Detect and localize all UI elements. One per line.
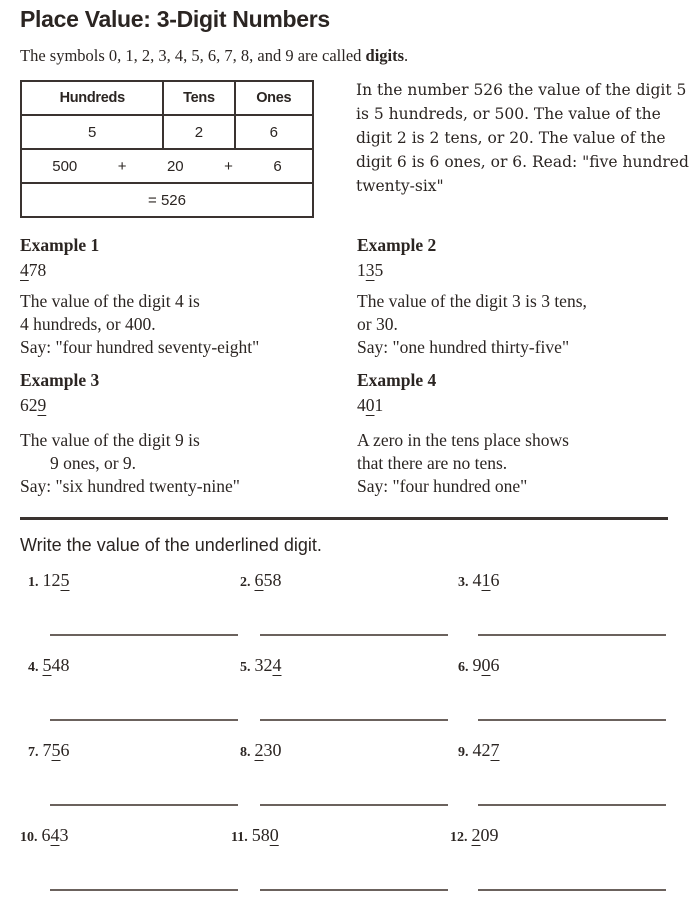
underlined-digit: 1 — [481, 570, 491, 590]
number-part: 48 — [51, 655, 70, 675]
underlined-digit: 2 — [471, 825, 481, 845]
example-line: that there are no tens. — [357, 453, 508, 473]
problem-10 — [20, 825, 69, 846]
number-part: 3 — [59, 825, 69, 845]
answer-line-1[interactable] — [50, 634, 238, 636]
header-hundreds: Hundreds — [21, 81, 163, 115]
number-part: 42 — [472, 740, 491, 760]
underlined-digit: 5 — [60, 570, 70, 590]
place-value-table — [20, 80, 314, 218]
answer-line-4[interactable] — [50, 719, 238, 721]
example-2 — [357, 234, 587, 359]
problem-number: 2. — [240, 575, 251, 590]
answer-line-10[interactable] — [50, 889, 238, 891]
problem-7 — [28, 740, 70, 761]
example-number — [357, 259, 587, 282]
example-title: Example 4 — [357, 370, 437, 390]
underlined-digit: 2 — [254, 740, 264, 760]
example-title: Example 3 — [20, 370, 100, 390]
problem-number: 1. — [28, 575, 39, 590]
problem-number: 6. — [458, 660, 469, 675]
digit-ones: 6 — [235, 115, 314, 149]
explanation-text: In the number 526 the value of the digit 5 is 5 hundreds, or 500. The value of the digit 2 is 2 tens, or 20. The value of the digit 6 is 6 ones, or 6. Read: "five hundred twenty-six" — [356, 81, 689, 195]
example-line: 9 ones, or 9. — [50, 453, 137, 473]
number-part: 30 — [263, 740, 282, 760]
example-line: The value of the digit 3 is 3 tens, — [357, 291, 587, 311]
answer-line-7[interactable] — [50, 804, 238, 806]
intro-text-after: . — [404, 46, 409, 65]
problem-5 — [240, 655, 282, 676]
example-line: Say: "four hundred seventy-eight" — [20, 337, 260, 357]
problem-3 — [458, 570, 500, 591]
problem-number: 3. — [458, 575, 469, 590]
table-total-row — [21, 183, 313, 217]
exercise-instructions: Write the value of the underlined digit. — [20, 535, 322, 555]
number-part: 4 — [357, 395, 366, 415]
header-tens: Tens — [163, 81, 234, 115]
problem-number: 7. — [28, 745, 39, 760]
answer-line-5[interactable] — [260, 719, 448, 721]
example-line: or 30. — [357, 314, 398, 334]
example-line: The value of the digit 9 is — [20, 430, 200, 450]
problem-number: 5. — [240, 660, 251, 675]
number-part: 58 — [251, 825, 270, 845]
table-header-row — [21, 81, 313, 115]
problem-number: 8. — [240, 745, 251, 760]
number-part: 78 — [28, 260, 47, 280]
underlined-digit: 0 — [365, 395, 375, 415]
number-part: 12 — [42, 570, 61, 590]
example-line: The value of the digit 4 is — [20, 291, 200, 311]
number-part: 4 — [472, 570, 482, 590]
example-line: 4 hundreds, or 400. — [20, 314, 156, 334]
digit-tens: 2 — [163, 115, 234, 149]
answer-line-6[interactable] — [478, 719, 666, 721]
header-ones: Ones — [235, 81, 314, 115]
problem-8 — [240, 740, 282, 761]
underlined-digit: 0 — [269, 825, 279, 845]
expanded-ones: 6 — [273, 157, 282, 175]
expanded-form-cell — [21, 149, 313, 183]
expanded-hundreds: 500 — [52, 157, 78, 175]
plus-sign: + — [117, 157, 127, 175]
number-part: 1 — [374, 395, 384, 415]
problem-number: 4. — [28, 660, 39, 675]
page-title: Place Value: 3-Digit Numbers — [20, 6, 330, 32]
problem-4 — [28, 655, 70, 676]
underlined-digit: 5 — [42, 655, 52, 675]
problem-9 — [458, 740, 500, 761]
example-title: Example 1 — [20, 235, 100, 255]
example-line: Say: "six hundred twenty-nine" — [20, 476, 240, 496]
problem-number: 12. — [450, 830, 468, 845]
number-part: 6 — [41, 825, 51, 845]
answer-line-11[interactable] — [260, 889, 448, 891]
number-part: 6 — [60, 740, 70, 760]
example-line: A zero in the tens place shows — [357, 430, 569, 450]
section-divider — [20, 517, 668, 520]
example-number — [20, 259, 259, 282]
digit-hundreds: 5 — [21, 115, 163, 149]
total-cell: = 526 — [21, 183, 313, 217]
answer-line-9[interactable] — [478, 804, 666, 806]
number-part: 32 — [254, 655, 273, 675]
intro-text-before: The symbols 0, 1, 2, 3, 4, 5, 6, 7, 8, and 9 are called — [20, 46, 366, 65]
problem-2 — [240, 570, 282, 591]
problem-number: 9. — [458, 745, 469, 760]
intro-bold-word: digits — [365, 46, 405, 65]
intro-text — [20, 46, 408, 66]
underlined-digit: 9 — [37, 395, 47, 415]
expanded-tens: 20 — [166, 157, 184, 175]
number-part: 09 — [480, 825, 499, 845]
underlined-digit: 5 — [51, 740, 61, 760]
number-part: 9 — [472, 655, 482, 675]
underlined-digit: 4 — [272, 655, 282, 675]
number-part: 6 — [490, 570, 500, 590]
answer-line-3[interactable] — [478, 634, 666, 636]
table-digits-row — [21, 115, 313, 149]
problem-11 — [231, 825, 279, 846]
example-line: Say: "four hundred one" — [357, 476, 528, 496]
number-part: 62 — [20, 395, 38, 415]
underlined-digit: 0 — [481, 655, 491, 675]
problem-number: 10. — [20, 830, 38, 845]
plus-sign: + — [224, 157, 233, 175]
number-part: 58 — [263, 570, 282, 590]
underlined-digit: 4 — [50, 825, 60, 845]
table-expanded-row — [21, 149, 313, 183]
example-1 — [20, 234, 259, 359]
number-part: 5 — [374, 260, 384, 280]
answer-line-2[interactable] — [260, 634, 448, 636]
example-number — [357, 394, 569, 417]
number-part: 1 — [357, 260, 366, 280]
underlined-digit: 4 — [20, 260, 29, 280]
answer-line-8[interactable] — [260, 804, 448, 806]
example-3 — [20, 369, 240, 498]
problem-6 — [458, 655, 500, 676]
example-number — [20, 394, 240, 417]
underlined-digit: 3 — [365, 260, 375, 280]
example-4 — [357, 369, 569, 498]
number-part: 6 — [490, 655, 500, 675]
number-part: 7 — [42, 740, 52, 760]
problem-12 — [450, 825, 499, 846]
problem-number: 11. — [231, 830, 248, 845]
underlined-digit: 7 — [490, 740, 500, 760]
example-line: Say: "one hundred thirty-five" — [357, 337, 570, 357]
problem-1 — [28, 570, 70, 591]
answer-line-12[interactable] — [478, 889, 666, 891]
underlined-digit: 6 — [254, 570, 264, 590]
example-title: Example 2 — [357, 235, 437, 255]
